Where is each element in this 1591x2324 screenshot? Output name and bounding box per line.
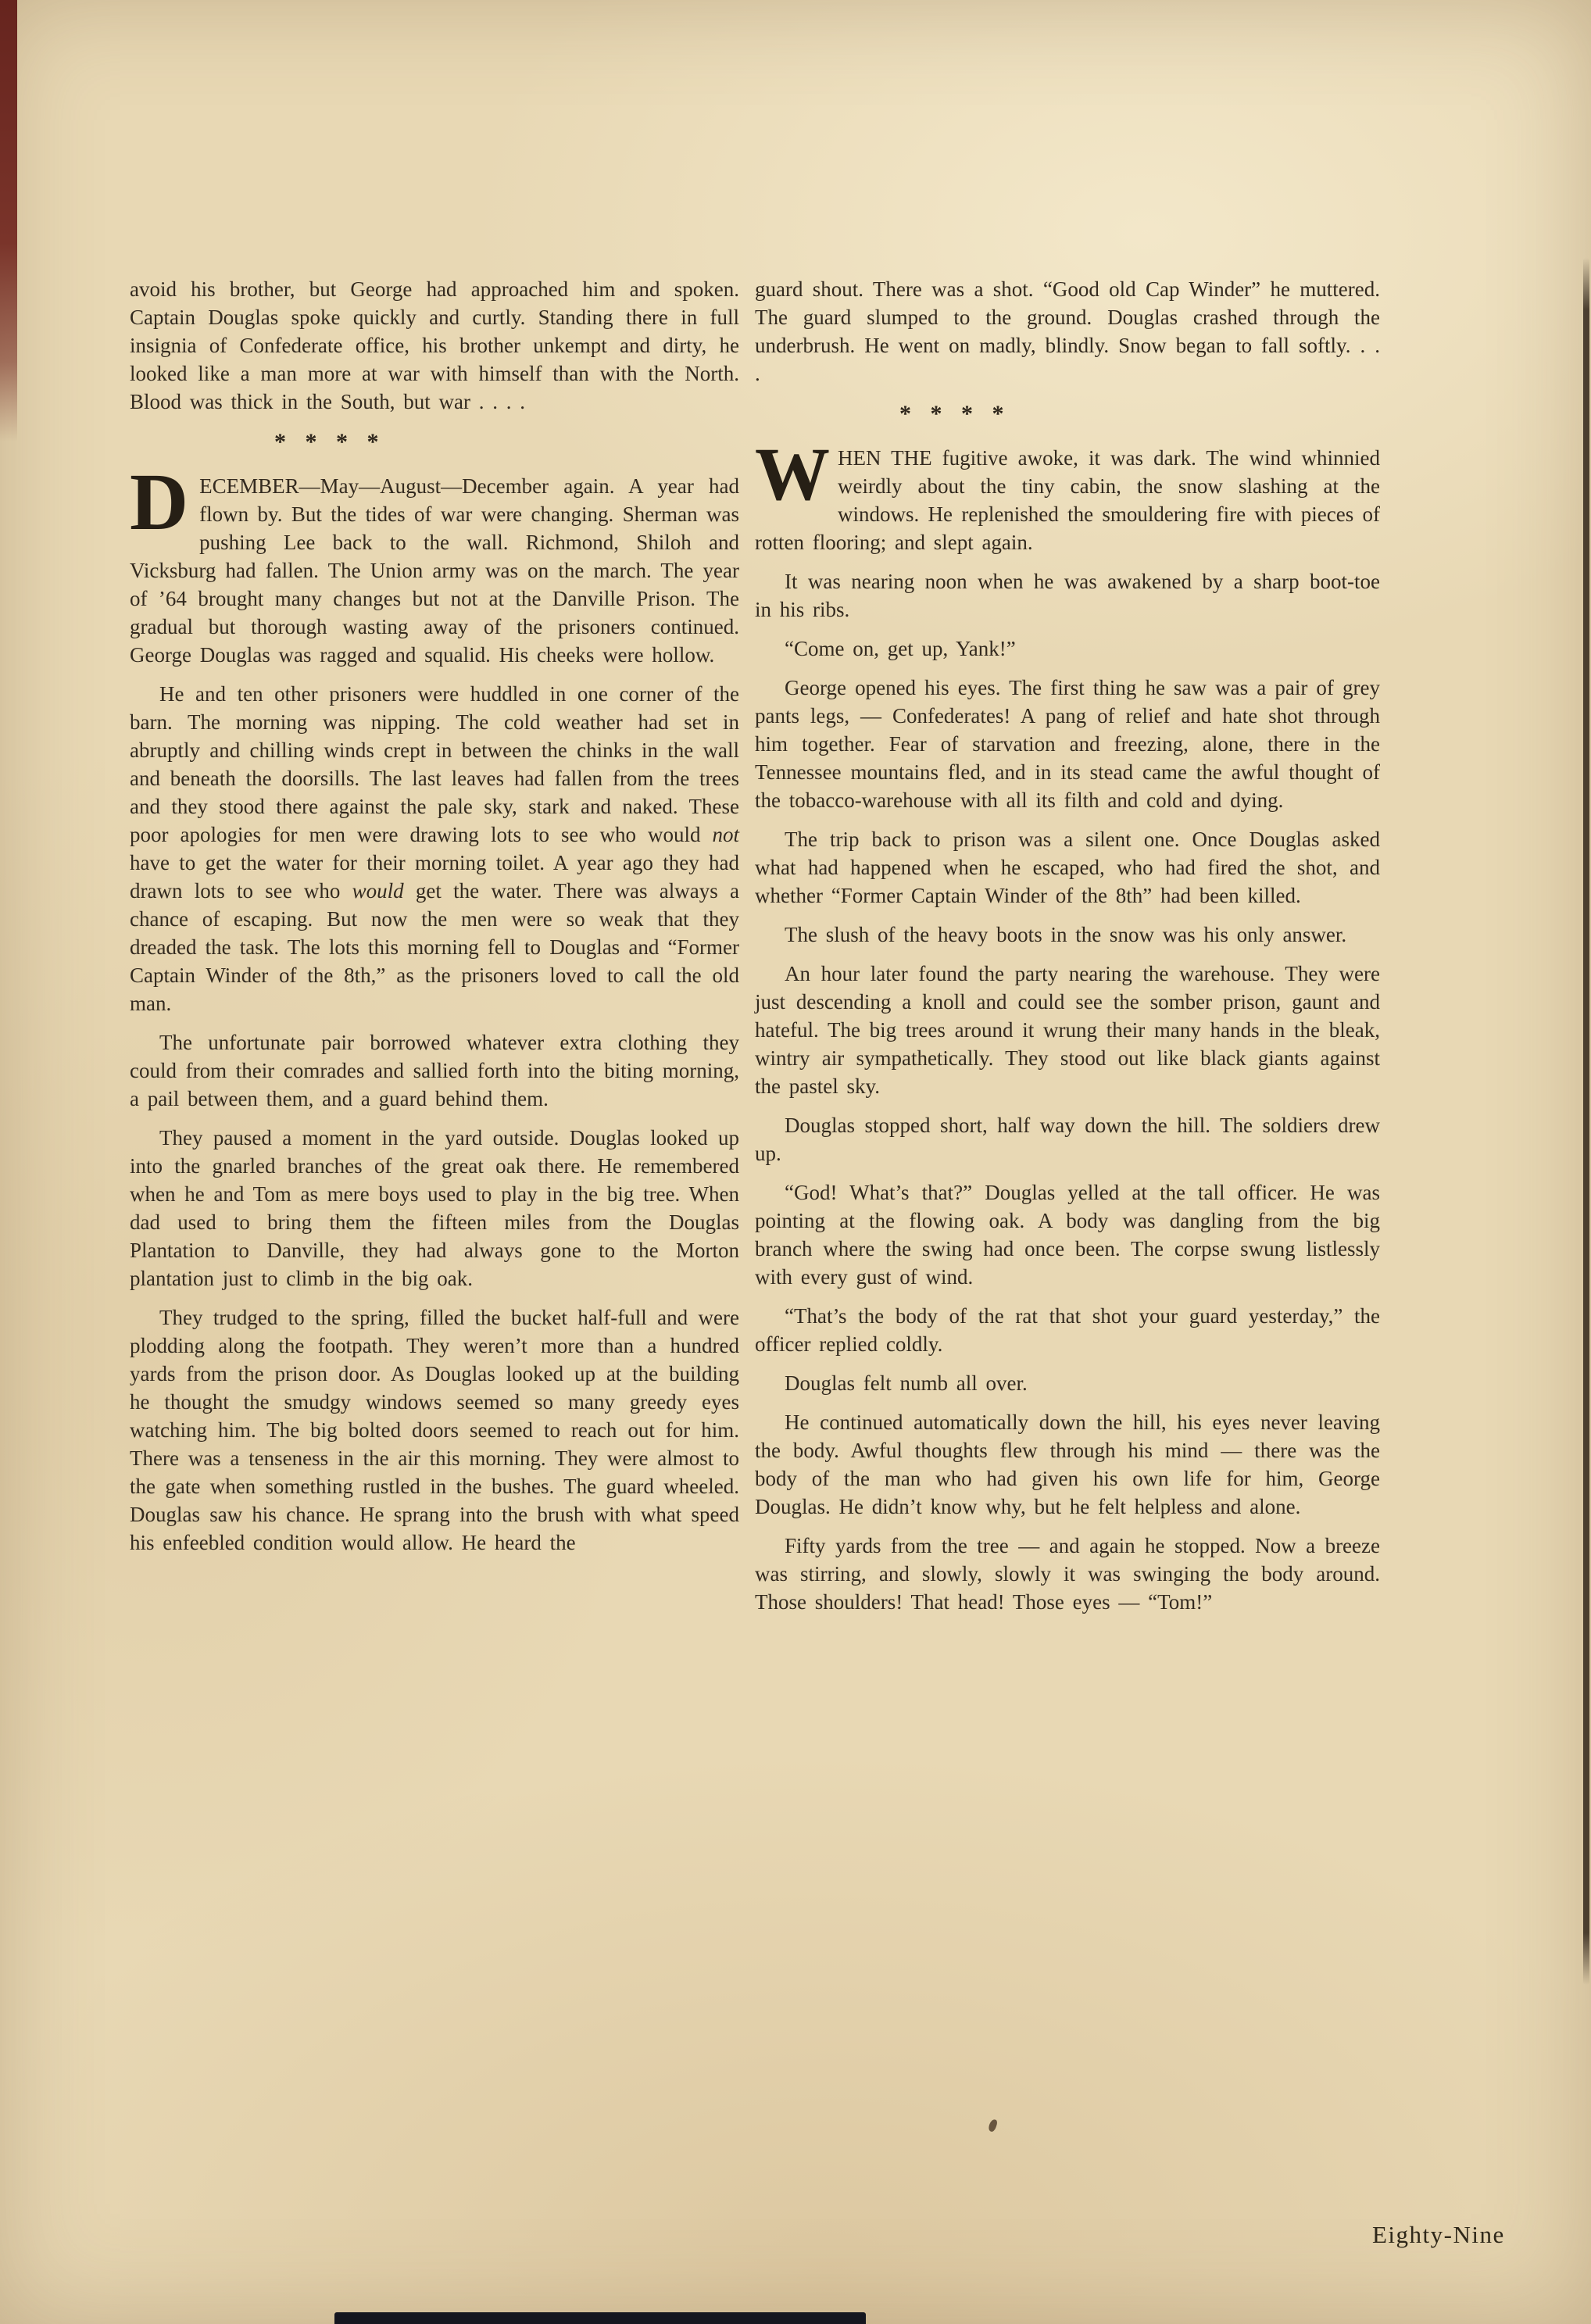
page-edge-shadow-line: [1583, 258, 1589, 1985]
paragraph-god-whats-that: “God! What’s that?” Douglas yelled at the tall officer. He was pointing at the flowing oak. A body was dangling from the big branch where the swing had once been. The corpse swung listlessly with every gust of wind.: [755, 1181, 1380, 1289]
paragraph-george-opened-eyes: George opened his eyes. The first thing he saw was a pair of grey pants legs, — Confederates! A pang of relief and hate shot through him together. Fear of starvation and freezing, alone, there in the Tennessee mountains fled, and in its stead came the awful thought of the tobacco-warehouse with all its filth and cold and dying.: [755, 676, 1380, 812]
red-binding-edge-strip: [0, 0, 17, 442]
paragraph-fugitive-awoke-dropcap: [755, 432, 1380, 556]
italic-word-would: would: [352, 879, 404, 903]
page-number-label: Eighty-Nine: [1372, 2221, 1505, 2248]
paragraph-rat-body-reply: “That’s the body of the rat that shot your guard yesterday,” the officer replied coldly.: [755, 1304, 1380, 1356]
paragraph-spring-escape: They trudged to the spring, filled the bucket half-full and were plodding along the footpath. They weren’t more than a hundred yards from the prison door. As Douglas looked up at the building he thought the smudgy windows seemed so many greedy eyes watching him. The big bolted doors seemed to reach out for him. There was a tenseness in the air this morning. They were almost to the gate when something rustled in the bushes. The guard wheeled. Douglas saw his chance. He sprang into the brush with what speed his enfeebled condition would allow. He heard the: [130, 1306, 739, 1554]
paragraph-text: get the water. There was always a chance of escaping. But now the men were so weak that they dreaded the task. The lots this morning fell to Douglas and “Former Captain Winder of the 8th,” as the prisoners loved to call the old man.: [130, 879, 739, 1015]
paragraph-december-dropcap: [130, 457, 739, 669]
paragraph-text: have to get the water for their morning toilet. A year ago they had drawn lots to see who: [130, 851, 739, 903]
paragraph-come-on-yank: “Come on, get up, Yank!”: [785, 637, 1016, 660]
right-text-column: [755, 275, 1380, 1627]
dropcap-letter-w: W: [755, 432, 827, 516]
left-text-column: [130, 275, 739, 1568]
paragraph-unfortunate-pair: The unfortunate pair borrowed whatever extra clothing they could from their comrades and sallied forth into the biting morning, a pail between them, and a guard behind them.: [130, 1031, 739, 1110]
paragraph-text: ECEMBER—May—August—December again. A year had flown by. But the tides of war were changing. Sherman was pushing Lee back to the wall. Richmond, Shiloh and Vicksburg had fallen. The Union army was on the march. The year of ’64 brought many changes but not at the Danville Prison. The gradual but thorough wasting away of the prisoners continued. George Douglas was ragged and squalid. His cheeks were hollow.: [130, 474, 739, 667]
ink-speck: [988, 2118, 999, 2133]
paragraph-drawing-lots: [130, 680, 739, 1017]
dropcap-letter-d: D: [130, 457, 189, 547]
paragraph-text: He and ten other prisoners were huddled in one corner of the barn. The morning was nipping. The cold weather had set in abruptly and chilling winds crept in between the chinks in the wall and beneath the doorsills. The last leaves had fallen from the trees and they stood there against the pale sky, stark and naked. These poor apologies for men were drawing lots to see who would: [130, 682, 739, 846]
asterisk-section-separator: * * * *: [899, 401, 1010, 427]
paragraph-guard-shout: guard shout. There was a shot. “Good old Cap Winder” he muttered. The guard slumped to the ground. Douglas crashed through the underbrush. He went on madly, blindly. Snow began to fall softly. . . .: [755, 277, 1380, 385]
paragraph-nearing-noon: It was nearing noon when he was awakened by a sharp boot-toe in his ribs.: [755, 570, 1380, 621]
asterisk-section-separator: * * * *: [274, 429, 384, 455]
scan-artifact-bottom-bar: [334, 2312, 866, 2324]
paragraph-slush-answer: The slush of the heavy boots in the snow was his only answer.: [785, 923, 1347, 946]
paragraph-fifty-yards-tom: Fifty yards from the tree — and again he stopped. Now a breeze was stirring, and slowly, slowly it was swinging the body around. Those shoulders! That head! Those eyes — “Tom!”: [755, 1534, 1380, 1614]
paragraph-hour-later-knoll: An hour later found the party nearing the warehouse. They were just descending a knoll and could see the somber prison, gaunt and hateful. The big trees around it wrung their many hands in the bleak, wintry air sympathetically. They stood out like black giants against the pastel sky.: [755, 962, 1380, 1098]
paragraph-stopped-short: Douglas stopped short, half way down the hill. The soldiers drew up.: [755, 1114, 1380, 1165]
paragraph-down-the-hill: He continued automatically down the hill, his eyes never leaving the body. Awful thoughts flew through his mind — there was the body of the man who had given his own life for him, George Douglas. He didn’t know why, but he felt helpless and alone.: [755, 1410, 1380, 1518]
paragraph-yard-oak-memory: They paused a moment in the yard outside. Douglas looked up into the gnarled branches of the great oak there. He remembered when he and Tom as mere boys used to play in the big tree. When dad used to bring them the fifteen miles from the Douglas Plantation to Danville, they had always gone to the Morton plantation just to climb in the big oak.: [130, 1126, 739, 1290]
paragraph-text: HEN THE fugitive awoke, it was dark. The wind whinnied weirdly about the tiny cabin, the snow slashing at the windows. He replenished the smouldering fire with pieces of rotten flooring; and slept again.: [755, 446, 1380, 554]
paragraph-brother-continuation: avoid his brother, but George had approached him and spoken. Captain Douglas spoke quickly and curtly. Standing there in full insignia of Confederate office, his brother unkempt and dirty, he looked like a man more at war with himself than with the North. Blood was thick in the South, but war . . . .: [130, 277, 739, 413]
paragraph-trip-back-to-prison: The trip back to prison was a silent one. Once Douglas asked what had happened when he escaped, who had fired the shot, and whether “Former Captain Winder of the 8th” had been killed.: [755, 828, 1380, 907]
italic-word-not: not: [712, 823, 739, 846]
paragraph-felt-numb: Douglas felt numb all over.: [785, 1371, 1028, 1395]
